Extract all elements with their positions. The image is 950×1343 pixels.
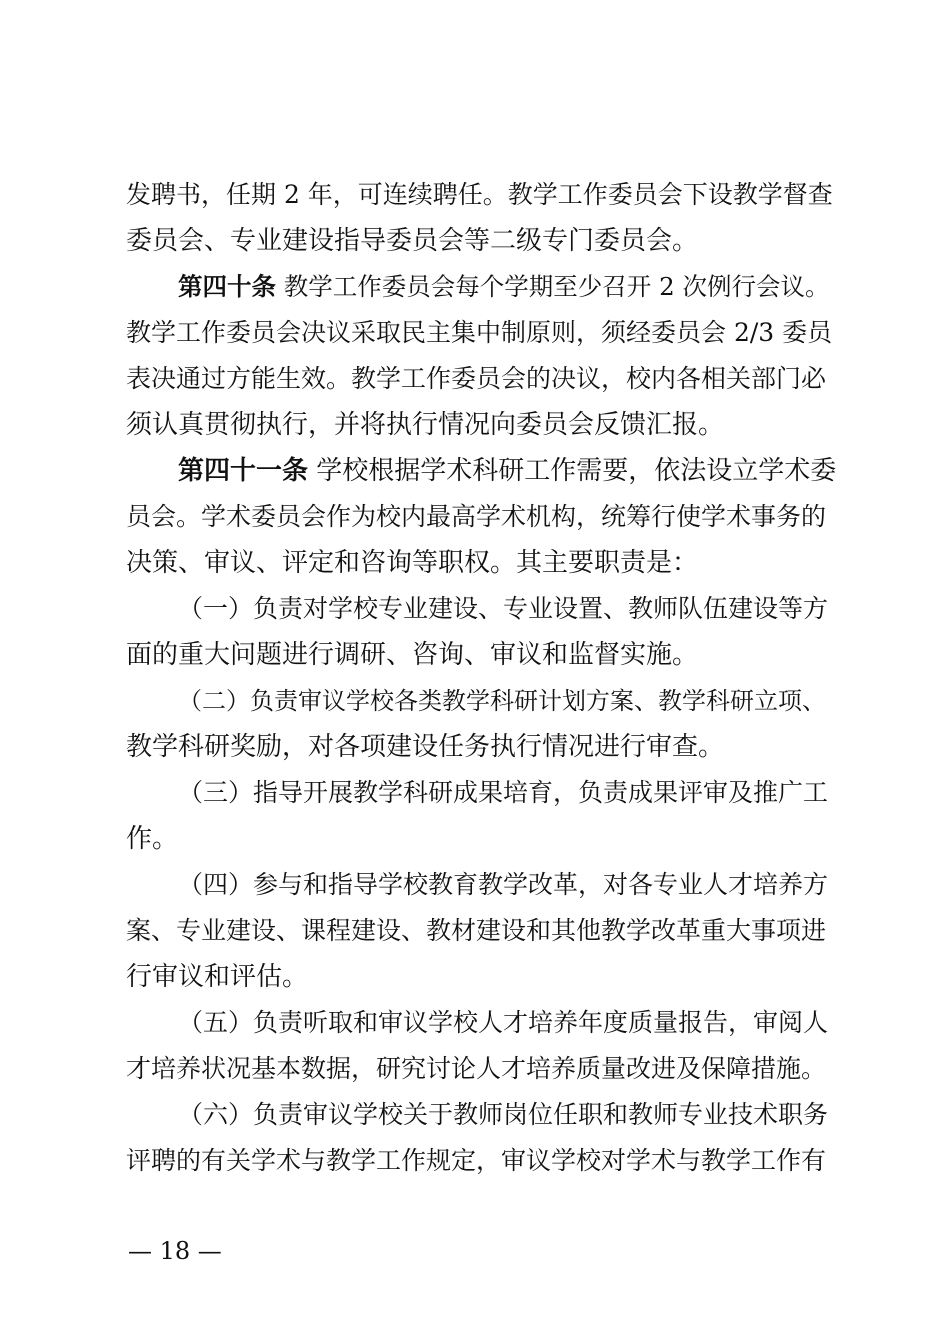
list-item-line: （一）负责对学校专业建设、专业设置、教师队伍建设等方	[178, 594, 829, 623]
text-line: 作。	[126, 824, 179, 854]
list-item-line: （四）参与和指导学校教育教学改革，对各专业人才培养方	[178, 870, 829, 899]
body-text	[126, 172, 836, 1184]
text-line: 教学工作委员会决议采取民主集中制原则，须经委员会 2/3 委员	[126, 318, 833, 347]
page-number: — 18 —	[128, 1237, 222, 1265]
text-line: 须认真贯彻执行，并将执行情况向委员会反馈汇报。	[126, 410, 725, 440]
list-item-line: （六）负责审议学校关于教师岗位任职和教师专业技术职务	[178, 1100, 829, 1129]
article-heading: 第四十条	[178, 272, 276, 301]
text-line: 员会。学术委员会作为校内最高学术机构，统筹行使学术事务的	[126, 502, 827, 531]
list-item-line: （二）负责审议学校各类教学科研计划方案、教学科研立项、	[178, 687, 826, 715]
text-line: 面的重大问题进行调研、咨询、审议和监督实施。	[126, 640, 699, 670]
text-line: 发聘书，任期 2 年，可连续聘任。教学工作委员会下设教学督查	[126, 180, 833, 209]
text-line: 决策、审议、评定和咨询等职权。其主要职责是：	[126, 548, 699, 578]
text-line: 评聘的有关学术与教学工作规定，审议学校对学术与教学工作有	[126, 1146, 827, 1175]
text-line: 委员会、专业建设指导委员会等二级专门委员会。	[126, 226, 699, 256]
list-item-line: （五）负责听取和审议学校人才培养年度质量报告，审阅人	[178, 1008, 829, 1037]
list-item-line: （三）指导开展教学科研成果培育，负责成果评审及推广工	[178, 778, 829, 807]
article-heading: 第四十一条	[178, 456, 309, 486]
text-line: 才培养状况基本数据，研究讨论人才培养质量改进及保障措施。	[126, 1054, 827, 1083]
text-line: 教学科研奖励，对各项建设任务执行情况进行审查。	[126, 732, 725, 762]
article-41-line: 第四十一条 学校根据学术科研工作需要，依法设立学术委	[178, 456, 837, 486]
text-line: 表决通过方能生效。教学工作委员会的决议，校内各相关部门必	[126, 364, 827, 393]
text-line: 案、专业建设、课程建设、教材建设和其他教学改革重大事项进	[126, 916, 827, 945]
article-40-line: 第四十条 教学工作委员会每个学期至少召开 2 次例行会议。	[178, 272, 830, 301]
text-line: 行审议和评估。	[126, 962, 309, 992]
